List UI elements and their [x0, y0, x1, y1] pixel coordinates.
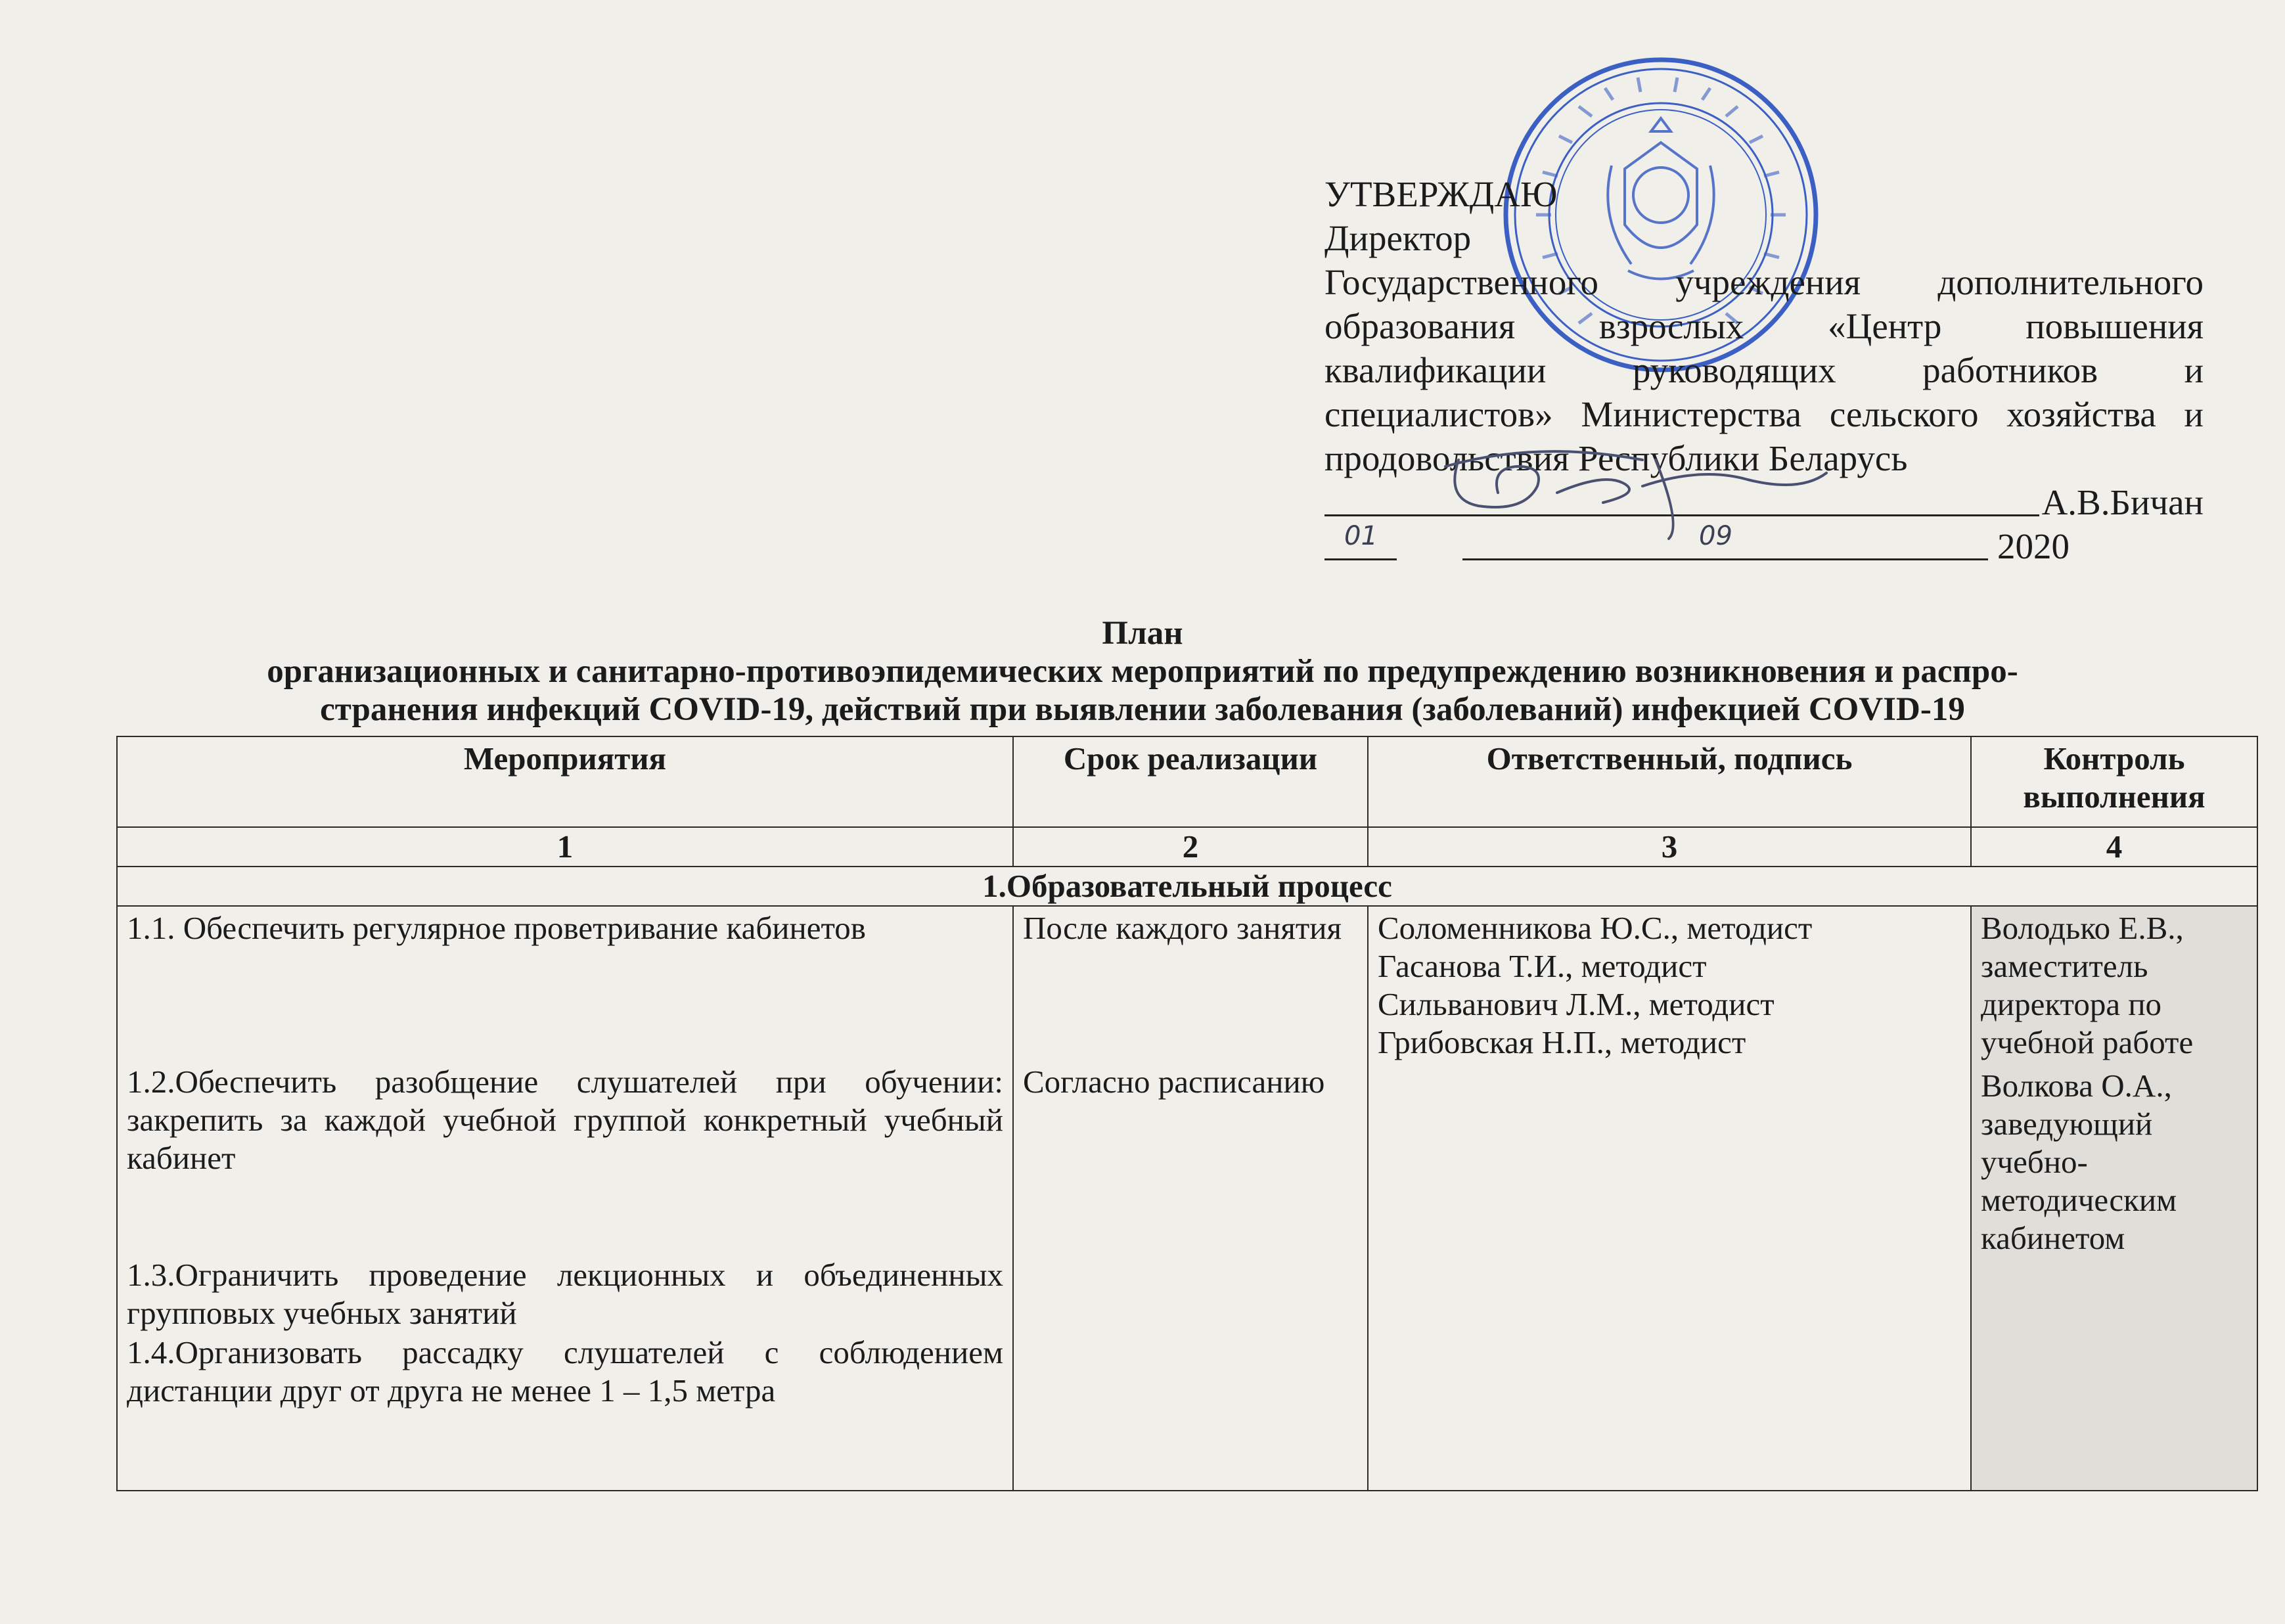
header-measures: Мероприятия: [117, 736, 1013, 827]
measure-item: 1.1. Обеспечить регулярное проветривание кабинетов: [127, 910, 866, 946]
plan-title: [99, 614, 2186, 729]
table-row: [117, 906, 2257, 1491]
control-person: Волкова О.А., заведующий учебно-методическим кабинетом: [1981, 1068, 2177, 1256]
approval-org-line-2: образования взрослых «Центр повышения: [1324, 306, 2204, 346]
control-cell: [1971, 906, 2257, 1491]
approval-heading: УТВЕРЖДАЮ: [1324, 174, 1558, 214]
title-line-3: странения инфекций COVID-19, действий при выявлении заболевания (заболеваний) инфекцией COVID-19: [320, 691, 1965, 728]
column-number: 1: [117, 827, 1013, 867]
column-number: 4: [1971, 827, 2257, 867]
header-term: Срок реализации: [1013, 736, 1368, 827]
handwritten-signature: [1406, 420, 1866, 552]
term-cell: [1013, 906, 1368, 1491]
responsible-person: Грибовская Н.П., методист: [1378, 1024, 1746, 1060]
column-number: 3: [1368, 827, 1971, 867]
approval-org-line-1: Государственного учреждения дополнительного: [1324, 262, 2204, 302]
control-person: Володько Е.В., заместитель директора по учебной работе: [1981, 910, 2194, 1060]
header-responsible: Ответственный, подпись: [1368, 736, 1971, 827]
column-number-row: [117, 827, 2257, 867]
measure-item: 1.2.Обеспечить разобщение слушателей при обучении: закрепить за каждой учебной группой конкретный учебный кабинет: [127, 1064, 1003, 1176]
plan-table: [116, 736, 2258, 1491]
date-month: 09: [1699, 521, 1732, 551]
measures-cell: [117, 906, 1013, 1491]
approval-position: Директор: [1324, 218, 1472, 258]
date-year: 2020: [1997, 526, 2070, 566]
header-control: Контроль выполнения: [1971, 736, 2257, 827]
approval-org-line-3: квалификации руководящих работников и: [1324, 350, 2204, 390]
approval-org-line-5: продовольствия Республики Беларусь: [1324, 438, 1908, 478]
responsible-person: Соломенникова Ю.С., методист: [1378, 910, 1813, 946]
approval-org-line-4: специалистов» Министерства сельского хозяйства и: [1324, 394, 2204, 434]
signatory-name: А.В.Бичан: [2041, 482, 2204, 522]
column-number: 2: [1013, 827, 1368, 867]
term-item: После каждого занятия: [1023, 910, 1342, 946]
measure-item: 1.3.Ограничить проведение лекционных и объединенных групповых учебных занятий: [127, 1257, 1003, 1331]
section-row: [117, 867, 2257, 906]
measure-item: 1.4.Организовать рассадку слушателей с соблюдением дистанции друг от друга не менее 1 – 1,5 метра: [127, 1334, 1003, 1409]
term-item: Согласно расписанию: [1023, 1064, 1325, 1100]
responsible-person: Гасанова Т.И., методист: [1378, 948, 1707, 984]
date-day: 01: [1344, 521, 1378, 551]
section-title: 1.Образовательный процесс: [117, 867, 2257, 906]
responsible-person: Сильванович Л.М., методист: [1378, 986, 1775, 1022]
title-line-1: План: [1102, 615, 1183, 652]
title-line-2: организационных и санитарно-противоэпидемических мероприятий по предупреждению возникновения и распро-: [267, 653, 2018, 690]
responsible-cell: [1368, 906, 1971, 1491]
table-header-row: [117, 736, 2257, 827]
